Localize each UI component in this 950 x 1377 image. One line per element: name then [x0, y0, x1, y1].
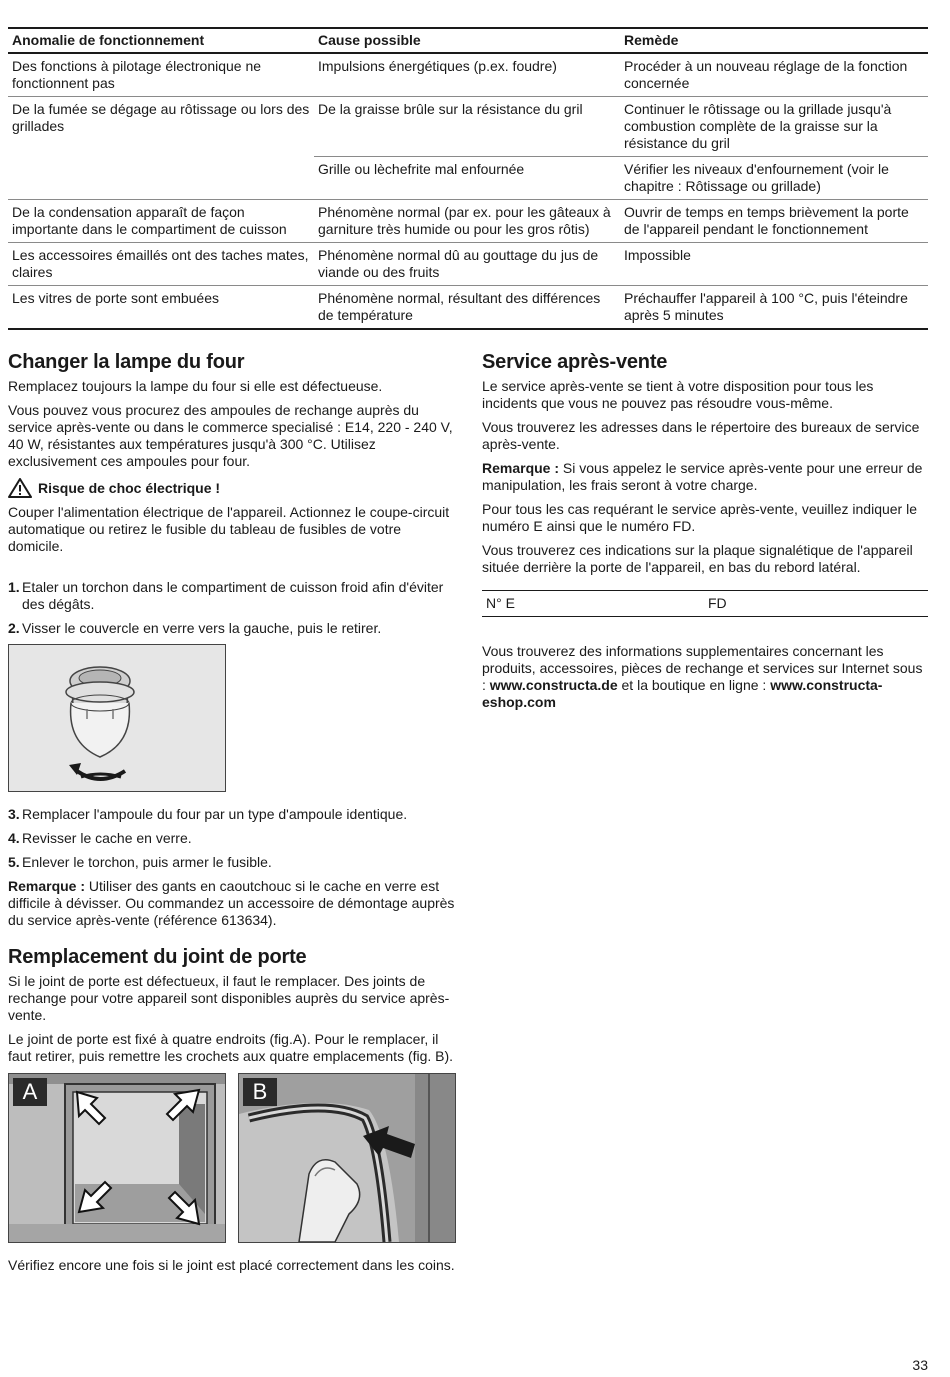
note-label: Remarque : [482, 460, 560, 476]
anomaly-cell [8, 157, 314, 200]
lamp-steps-list-continued [8, 806, 456, 871]
remedy-cell: Procéder à un nouveau réglage de la fonction concernée [620, 53, 928, 97]
note-label: Remarque : [8, 878, 86, 894]
anomaly-cell: De la fumée se dégage au rôtissage ou lors des grillades [12, 101, 310, 134]
step-number: 5. [8, 854, 20, 870]
step-number: 4. [8, 830, 20, 846]
door-seal-title: Remplacement du joint de porte [8, 946, 307, 968]
anomaly-cell: Des fonctions à pilotage électronique ne fonctionnent pas [8, 53, 314, 97]
note-text: Si vous appelez le service après-vente pour une erreur de manipulation, les frais seront à votre charge. [482, 460, 923, 493]
header-anomaly: Anomalie de fonctionnement [8, 28, 314, 53]
door-seal-figures [8, 1073, 456, 1243]
step-number: 2. [8, 620, 20, 636]
table-row [8, 97, 928, 157]
e-number-label: N° E [486, 595, 515, 611]
door-seal-check: Vérifiez encore une fois si le joint est placé correctement dans les coins. [8, 1257, 455, 1273]
step-number: 3. [8, 806, 20, 822]
figure-a [8, 1073, 226, 1243]
step-text: Revisser le cache en verre. [22, 830, 192, 846]
step-text: Enlever le torchon, puis armer le fusible. [22, 854, 272, 870]
anomaly-cell: De la condensation apparaît de façon importante dans le compartiment de cuisson [8, 200, 314, 243]
anomaly-cell: Les accessoires émaillés ont des taches mates, claires [8, 243, 314, 286]
electric-shock-warning [8, 478, 456, 498]
figure-b [238, 1073, 456, 1243]
cause-cell: Phénomène normal dû au gouttage du jus de viande ou des fruits [314, 243, 620, 286]
list-item [8, 830, 456, 847]
table-header-row [8, 28, 928, 53]
service-note [482, 460, 928, 494]
left-column [8, 350, 456, 1281]
step-text: Etaler un torchon dans le compartiment de cuisson froid afin d'éviter des dégâts. [22, 579, 444, 612]
service-intro: Le service après-vente se tient à votre disposition pour tous les incidents que vous ne pouvez pas résoudre vous-même. [482, 378, 874, 411]
list-item [8, 806, 456, 823]
remedy-cell: Impossible [620, 243, 928, 286]
step-number: 1. [8, 579, 20, 595]
step-text: Remplacer l'ampoule du four par un type d'ampoule identique. [22, 806, 408, 822]
step-text: Visser le couvercle en verre vers la gauche, puis le retirer. [22, 620, 382, 636]
troubleshooting-table [8, 27, 928, 330]
page-number: 33 [912, 1357, 928, 1373]
service-plate-location: Vous trouverez ces indications sur la plaque signalétique de l'appareil située derrière la porte de l'appareil, en bas du rebord latéral. [482, 542, 913, 575]
header-remedy: Remède [620, 28, 928, 53]
lamp-title: Changer la lampe du four [8, 351, 245, 373]
figure-a-label: A [13, 1078, 47, 1106]
note-text: Utiliser des gants en caoutchouc si le cache en verre est difficile à dévisser. Ou commandez un accessoire de démontage auprès du service après-vente (référence 613634). [8, 878, 455, 928]
lamp-power-off-text: Couper l'alimentation électrique de l'appareil. Actionnez le coupe-circuit automatique ou retirez le fusible du tableau de fusibles de votre domicile. [8, 504, 450, 554]
table-row [8, 200, 928, 243]
table-row [8, 243, 928, 286]
door-seal-section [8, 945, 456, 1274]
service-section [482, 350, 928, 711]
cause-cell: Phénomène normal (par ex. pour les gâteaux à garniture très humide ou pour les gros rôtis) [314, 200, 620, 243]
figure-b-label: B [243, 1078, 277, 1106]
header-cause: Cause possible [314, 28, 620, 53]
table-row [8, 53, 928, 97]
anomaly-cell: Les vitres de porte sont embuées [8, 286, 314, 330]
lamp-bulb-info: Vous pouvez vous procurez des ampoules de rechange auprès du service après-vente ou dans le commerce specialisé : E14, 220 - 240 V, 40 W, résistantes aux températures jusqu'à 300 °C. Utilisez exclusivement ces ampoules pour four. [8, 402, 453, 469]
lamp-intro: Remplacez toujours la lampe du four si elle est défectueuse. [8, 378, 383, 394]
online-info-text: Vous trouverez des informations supplementaires concernant les produits, accessoires, pièces de rechange et services sur Internet sous : [482, 643, 923, 693]
table-row [8, 157, 928, 200]
warning-icon [8, 478, 32, 498]
service-addresses: Vous trouverez les adresses dans le répertoire des bureaux de service après-vente. [482, 419, 920, 452]
remedy-cell: Vérifier les niveaux d'enfournement (voir le chapitre : Rôtissage ou grillade) [620, 157, 928, 200]
remedy-cell: Ouvrir de temps en temps brièvement la porte de l'appareil pendant le fonctionnement [620, 200, 928, 243]
table-row [8, 286, 928, 330]
online-info-mid: et la boutique en ligne : [617, 677, 771, 693]
door-seal-intro: Si le joint de porte est défectueux, il faut le remplacer. Des joints de rechange pour votre appareil sont disponibles auprès du service après-vente. [8, 973, 450, 1023]
service-numbers-info: Pour tous les cas requérant le service après-vente, veuillez indiquer le numéro E ainsi que le numéro FD. [482, 501, 918, 534]
cause-cell: De la graisse brûle sur la résistance du gril [314, 97, 620, 157]
remedy-cell: Continuer le rôtissage ou la grillade jusqu'à combustion complète de la graisse sur la résistance du gril [620, 97, 928, 157]
list-item [8, 579, 456, 613]
warning-text: Risque de choc électrique ! [38, 480, 221, 496]
lamp-note [8, 878, 456, 929]
service-title: Service après-vente [482, 351, 668, 373]
list-item [8, 620, 456, 637]
lamp-steps-list [8, 579, 456, 637]
eshop-link[interactable]: www.constructa-eshop.com [482, 677, 883, 710]
right-column [482, 350, 928, 718]
cause-cell: Impulsions énergétiques (p.ex. foudre) [314, 53, 620, 97]
cause-cell: Phénomène normal, résultant des différences de température [314, 286, 620, 330]
service-online-info [482, 643, 928, 711]
product-id-fields [482, 590, 928, 617]
list-item [8, 854, 456, 871]
lamp-cover-illustration [8, 644, 226, 792]
door-seal-fixing: Le joint de porte est fixé à quatre endroits (fig.A). Pour le remplacer, il faut retirer, puis remettre les crochets aux quatre emplacements (fig. B). [8, 1031, 454, 1064]
cause-cell: Grille ou lèchefrite mal enfournée [314, 157, 620, 200]
lamp-section [8, 350, 456, 929]
website-link[interactable]: www.constructa.de [489, 677, 618, 693]
fd-number-label: FD [708, 595, 727, 611]
remedy-cell: Préchauffer l'appareil à 100 °C, puis l'éteindre après 5 minutes [620, 286, 928, 330]
